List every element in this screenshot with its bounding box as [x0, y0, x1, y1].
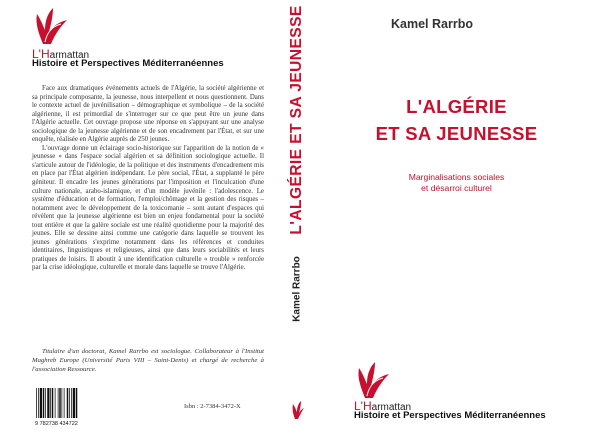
barcode-bar [45, 388, 46, 418]
back-cover [0, 0, 282, 438]
barcode-bar [76, 388, 78, 418]
author-biography: Titulaire d'un doctorat, Kamel Rarrbo est sociologue. Collaborateur à l'Institut Maghreb Europe (Université Paris VIII – Saint-Denis) et chargé de recherche à l'association Ressource. [32, 348, 264, 373]
barcode-bar [43, 388, 45, 418]
book-spine [282, 0, 313, 438]
blurb-paragraph-1: Face aux dramatiques événements actuels de l'Algérie, la société algérienne et sa principale composante, la jeunesse, nous interpellent et nous questionnent. Dans le contexte actuel de juvénilisation – démographique et symbolique – de la société algérienne, il est primordial de s'interroger sur ce que peut être un jeune dans l'Algérie actuelle. Cet ouvrage propose une réponse en s'appuyant sur une analyse sociologique de la jeunesse algérienne et de son encadrement par l'État, et sur une enquête, réalisée en Algérie auprès de 250 jeunes. [32, 85, 264, 144]
collection-name: Histoire et Perspectives Méditerranéennes [32, 58, 224, 69]
front-author: Kamel Rarrbo [391, 17, 473, 31]
publisher-name: L'Harmattan [32, 47, 90, 61]
blurb-paragraph-2: L'ouvrage donne un éclairage socio-historique sur l'apparition de la notion de « jeunesse » dans l'espace social algérien et sa définition sociologique actuelle. Il s'articule autour de l'idéologie, de la politique et des instruments d'encadrement mis en place par l'État algérien indépendant. Le père social, l'État, a supplanté le père géniteur. Il encadre les jeunes générations par l'imposition et l'inculcation d'une culture nationale, arabo-islamique, et d'un modèle juvénile : l'adolescence. Le système d'éducation et de formation, l'emploi/chômage et la gestion des risques – notamment avec le développement de la toxicomanie – sont autant d'espaces qui révèlent que la jeunesse algérienne est bien un enjeu fondamental pour la société tout entière et que la galère sociale est une réalité quotidienne pour la majorité des jeunes. Elle se dessine ainsi comme une catégorie dans laquelle se trouvent les jeunes générations s'exprime notamment dans les références et conduites identitaires, linguistiques et religieuses, ainsi que dans leurs sociabilités et leurs pratiques de loisirs. Il aboutit à une identification culturelle « trouble » renforcée par la crise idéologique, culturelle et morale dans laquelle se trouve l'Algérie. [32, 144, 264, 272]
barcode-bar [50, 388, 51, 418]
barcode-bar [59, 388, 61, 418]
harmattan-logo-icon [33, 4, 69, 46]
barcode-bar [40, 388, 42, 418]
subtitle-line-1: Marginalisations sociales [408, 172, 505, 182]
front-collection-name: Histoire et Perspectives Méditerranéennes [354, 410, 546, 421]
barcode-bar [71, 388, 72, 418]
barcode-bar [67, 388, 69, 418]
barcode-bar [62, 388, 63, 418]
back-cover-blurb [32, 85, 264, 273]
front-harmattan-logo-icon [355, 358, 391, 400]
book-title-line-1: L'ALGÉRIE [406, 96, 507, 117]
barcode-bar [52, 388, 54, 418]
isbn-number: Isbn : 2-7384-3472-X [184, 403, 241, 410]
barcode-bar [73, 388, 75, 418]
barcode-bar [55, 388, 56, 418]
front-publisher-name: L'Harmattan [354, 399, 412, 413]
barcode-bar [47, 388, 49, 418]
barcode-bar [36, 388, 37, 418]
barcode-bar [69, 388, 70, 418]
barcode-bar [64, 388, 65, 418]
spine-title: L'ALGÉRIE ET SA JEUNESSE [288, 4, 305, 235]
subtitle-line-2: et désarroi culturel [421, 183, 492, 193]
barcode-bar [38, 388, 39, 418]
barcode [34, 388, 96, 431]
front-cover [313, 0, 600, 438]
barcode-bar [58, 388, 59, 418]
spine-logo-icon [291, 400, 305, 425]
barcode-number: 9 782738 434722 [35, 421, 78, 426]
book-title-line-2: ET SA JEUNESSE [375, 123, 538, 144]
spine-author: Kamel Rarrbo [291, 256, 303, 322]
